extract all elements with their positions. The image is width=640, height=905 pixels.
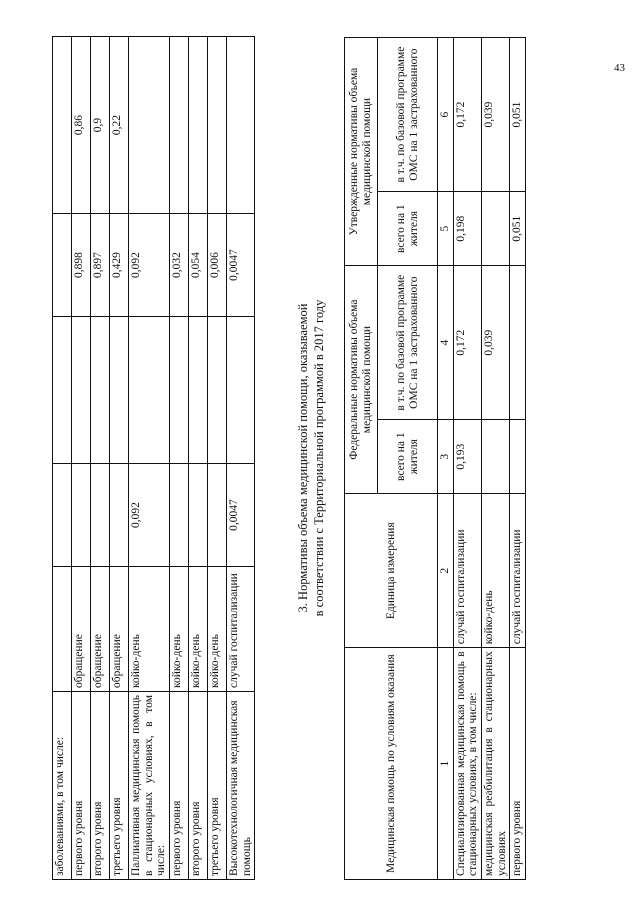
column-number: 1 [438, 648, 454, 880]
header-per-insured: в т.ч. по базовой программе ОМС на 1 застрахованного [378, 266, 438, 420]
row-value [226, 37, 254, 214]
header-approved-norms: Утвержденные нормативы объема медицинской помощи [345, 38, 378, 266]
table-row [129, 37, 170, 880]
volume-norms-table [344, 37, 526, 880]
row-name: первого уровня [510, 648, 526, 880]
row-value: 0,172 [453, 266, 481, 420]
row-value [169, 464, 188, 567]
section-title [295, 36, 327, 880]
row-value [72, 464, 91, 567]
row-unit: обращение [91, 567, 110, 692]
column-number-row [438, 38, 454, 880]
row-value [91, 464, 110, 567]
row-unit [53, 567, 72, 692]
row-value [110, 317, 129, 464]
row-value [226, 317, 254, 464]
column-number: 3 [438, 420, 454, 494]
row-name: второго уровня [91, 692, 110, 880]
header-per-resident: всего на 1 жителя [378, 420, 438, 494]
row-value: 0,054 [188, 214, 207, 317]
table-row [207, 37, 226, 880]
row-value [510, 420, 526, 494]
row-value: 0,9 [91, 37, 110, 214]
page-number: 43 [614, 62, 625, 74]
row-value [53, 464, 72, 567]
section-title-line: в соответствии с Территориальной программой в 2017 году [312, 299, 326, 617]
table-row [188, 37, 207, 880]
row-value [129, 317, 170, 464]
table2-body [453, 38, 525, 880]
header-per-insured: в т.ч. по базовой программе ОМС на 1 застрахованного [378, 38, 438, 192]
row-name: первого уровня [169, 692, 188, 880]
row-unit: койко-день [129, 567, 170, 692]
row-value [510, 266, 526, 420]
row-value [169, 37, 188, 214]
table-row [91, 37, 110, 880]
row-value: 0,092 [129, 464, 170, 567]
row-name: третьего уровня [110, 692, 129, 880]
column-number: 5 [438, 192, 454, 266]
row-name: первого уровня [72, 692, 91, 880]
row-unit: случай госпитализации [226, 567, 254, 692]
row-value [207, 464, 226, 567]
row-value [53, 214, 72, 317]
row-value: 0,092 [129, 214, 170, 317]
column-number: 6 [438, 38, 454, 192]
row-value [207, 317, 226, 464]
row-value: 0,86 [72, 37, 91, 214]
row-value [188, 37, 207, 214]
row-value [53, 37, 72, 214]
row-value: 0,032 [169, 214, 188, 317]
table-row [481, 38, 509, 880]
row-unit: случай госпитализации [510, 494, 526, 648]
row-value: 0,898 [72, 214, 91, 317]
row-name: третьего уровня [207, 692, 226, 880]
row-value: 0,051 [510, 38, 526, 192]
row-value [110, 464, 129, 567]
row-value [169, 317, 188, 464]
row-value [91, 317, 110, 464]
row-value: 0,006 [207, 214, 226, 317]
table-row [169, 37, 188, 880]
table-row [53, 37, 72, 880]
table2-header [345, 38, 454, 880]
header-per-resident: всего на 1 жителя [378, 192, 438, 266]
row-value [72, 317, 91, 464]
column-number: 2 [438, 494, 454, 648]
row-value [481, 192, 509, 266]
row-value: 0,193 [453, 420, 481, 494]
row-value [188, 317, 207, 464]
row-name: заболеваниями, в том числе: [53, 692, 72, 880]
row-unit: койко-день [207, 567, 226, 692]
row-unit: обращение [72, 567, 91, 692]
row-value: 0,0047 [226, 214, 254, 317]
row-name: Паллиативная медицинская помощь в стационарных условиях, в том числе: [129, 692, 170, 880]
table-row [226, 37, 254, 880]
row-value: 0,22 [110, 37, 129, 214]
header-federal-norms: Федеральные нормативы объема медицинской помощи [345, 266, 378, 494]
row-value: 0,429 [110, 214, 129, 317]
table-row [510, 38, 526, 880]
row-unit: койко-день [169, 567, 188, 692]
row-name: второго уровня [188, 692, 207, 880]
header-row [345, 38, 378, 880]
row-value: 0,198 [453, 192, 481, 266]
row-value [207, 37, 226, 214]
row-value: 0,0047 [226, 464, 254, 567]
table-continued [52, 36, 255, 880]
row-unit: случай госпитализации [453, 494, 481, 648]
row-value [481, 420, 509, 494]
rotated-page-content [52, 36, 612, 880]
header-unit: Единица измерения [345, 494, 438, 648]
row-value [188, 464, 207, 567]
row-name: медицинская реабилитация в стационарных условиях [481, 648, 509, 880]
table-row [72, 37, 91, 880]
row-unit: койко-день [481, 494, 509, 648]
row-unit: обращение [110, 567, 129, 692]
row-value: 0,897 [91, 214, 110, 317]
row-value: 0,172 [453, 38, 481, 192]
row-unit: койко-день [188, 567, 207, 692]
table-row [110, 37, 129, 880]
row-value: 0,039 [481, 38, 509, 192]
row-name: Высокотехнологичная медицинская помощь [226, 692, 254, 880]
row-value: 0,039 [481, 266, 509, 420]
row-value [53, 317, 72, 464]
header-care-conditions: Медицинская помощь по условиям оказания [345, 648, 438, 880]
row-value [129, 37, 170, 214]
row-value: 0,051 [510, 192, 526, 266]
table-row [453, 38, 481, 880]
column-number: 4 [438, 266, 454, 420]
row-name: Специализированная медицинская помощь в стационарных условиях, в том числе: [453, 648, 481, 880]
table1-body [53, 37, 255, 880]
section-title-line: 3. Нормативы объема медицинской помощи, оказываемой [296, 303, 310, 613]
